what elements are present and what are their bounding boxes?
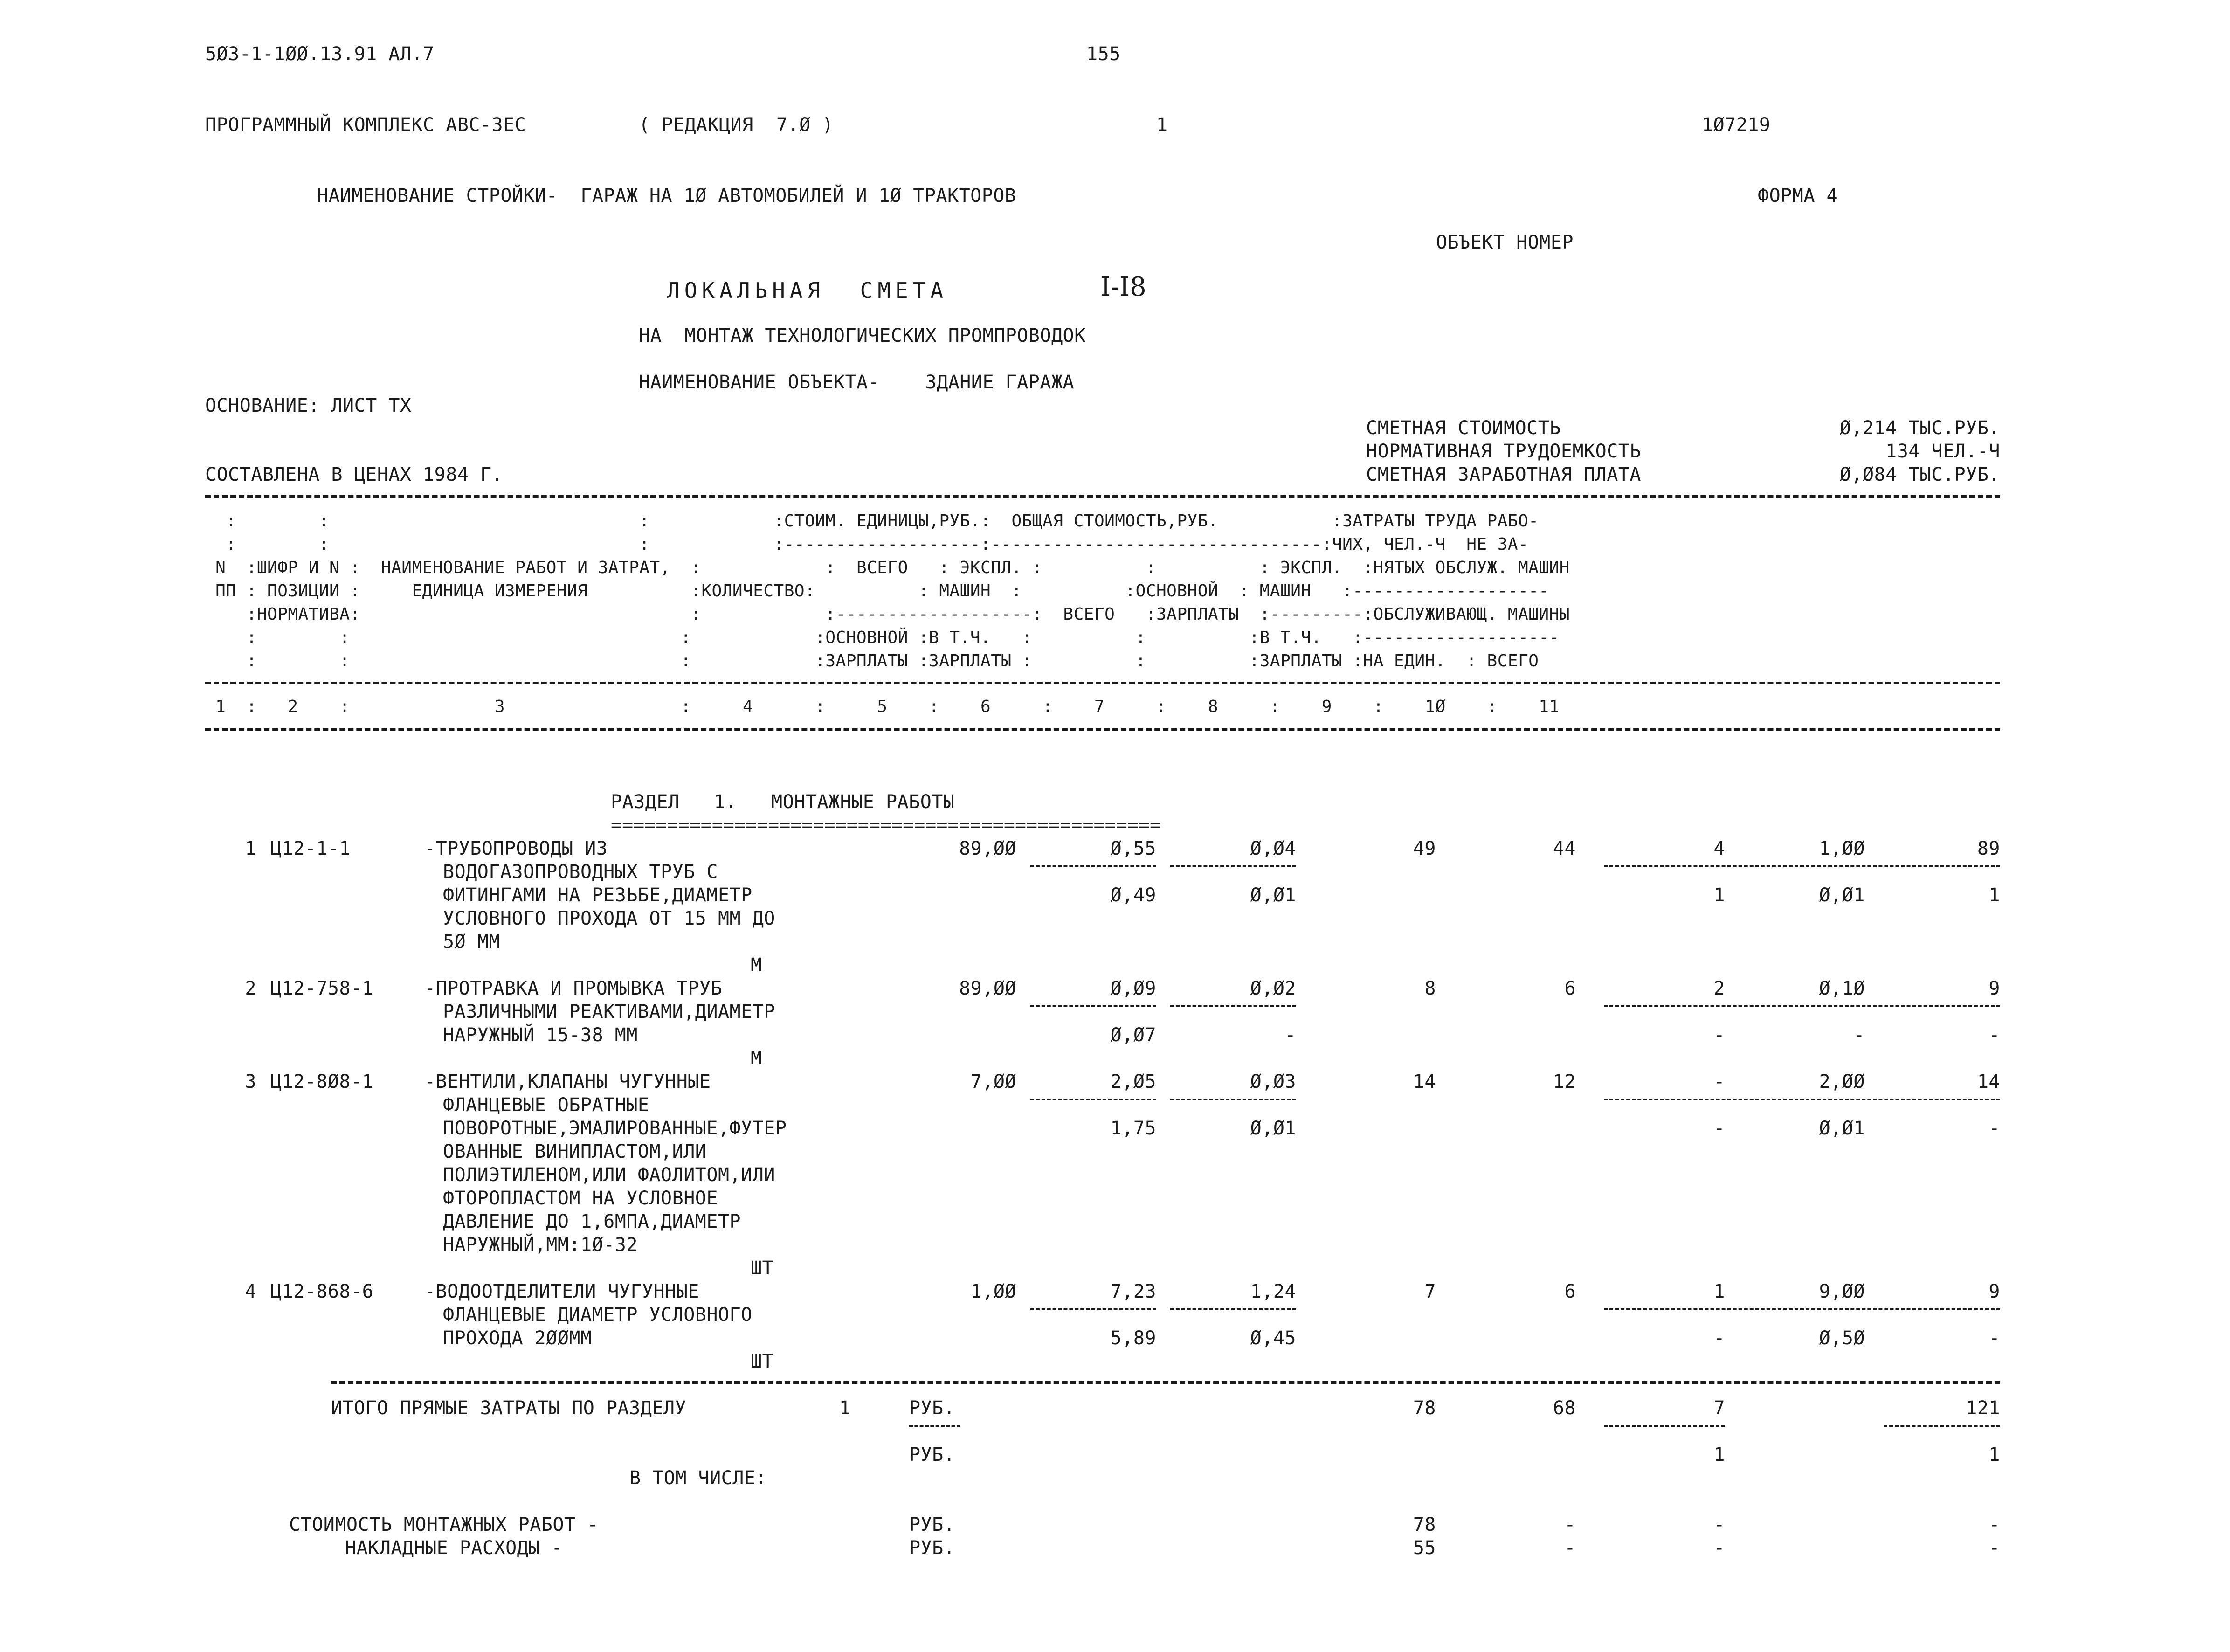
software-name: ПРОГРАММНЫЙ КОМПЛЕКС АВС-3ЕС (205, 114, 526, 136)
summary-value-labor: 134 ЧЕЛ.-Ч (1885, 441, 2000, 462)
totals-unit-rule (909, 1425, 960, 1427)
column-numbers: 1 : 2 : 3 : 4 : 5 : 6 : 7 : 8 : 9 : 1Ø : 11 (205, 697, 1560, 716)
row-desc-line: УСЛОВНОГО ПРОХОДА ОТ 15 ММ ДО (443, 908, 775, 929)
breakdown-unit: РУБ. (909, 1537, 955, 1559)
row-unit: ШТ (751, 1351, 774, 1372)
row-labor-unit: 1,ØØ (1819, 838, 1865, 859)
row-total-wage: 6 (1564, 1281, 1576, 1302)
totals-machine: 7 (1713, 1397, 1725, 1419)
row-qty: 1,ØØ (970, 1281, 1016, 1302)
row-machine-wage: 1 (1713, 885, 1725, 906)
header-line-1: : : : :СТОИМ. ЕДИНИЦЫ,РУБ.: ОБЩАЯ СТОИМОСТЬ,РУБ. :ЗАТРАТЫ ТРУДА РАБО- (205, 511, 1539, 531)
row-labor-unit: Ø,1Ø (1819, 978, 1865, 999)
row-desc-line: ФЛАНЦЕВЫЕ ДИАМЕТР УСЛОВНОГО (443, 1304, 753, 1326)
row-unit-machine: Ø,Ø3 (1250, 1071, 1296, 1092)
row-labor-total: 14 (1977, 1071, 2000, 1092)
breakdown-wage: - (1564, 1514, 1576, 1535)
construction-name: НАИМЕНОВАНИЕ СТРОЙКИ- ГАРАЖ НА 1Ø АВТОМОБИЛЕЙ И 1Ø ТРАКТОРОВ (317, 185, 1016, 207)
breakdown-total: 55 (1413, 1537, 1436, 1559)
row-unit-machine: 1,24 (1250, 1281, 1296, 1302)
row-desc-line: ПОЛИЭТИЛЕНОМ,ИЛИ ФАОЛИТОМ,ИЛИ (443, 1164, 775, 1186)
row-desc-line: ФЛАНЦЕВЫЕ ОБРАТНЫЕ (443, 1094, 649, 1116)
row-code: Ц12-758-1 (270, 978, 374, 999)
row-desc-line: ВОДОГАЗОПРОВОДНЫХ ТРУБ С (443, 861, 718, 883)
row-total-wage: 12 (1553, 1071, 1576, 1092)
row-labor-total-2: - (1988, 1118, 2000, 1139)
row-unit-cost: Ø,55 (1110, 838, 1156, 859)
totals-sub-rule (1884, 1425, 2000, 1427)
row-total-wage: 6 (1564, 978, 1576, 999)
row-desc-line: -ВОДООТДЕЛИТЕЛИ ЧУГУННЫЕ (424, 1281, 699, 1302)
row-unit-machine-wage: Ø,45 (1250, 1327, 1296, 1349)
row-unit: ШТ (751, 1258, 774, 1279)
summary-label-wage: СМЕТНАЯ ЗАРАБОТНАЯ ПЛАТА (1366, 464, 1641, 485)
basis-label: ОСНОВАНИЕ: ЛИСТ ТХ (205, 395, 412, 416)
row-total: 49 (1413, 838, 1436, 859)
form-number: ФОРМА 4 (1758, 185, 1838, 207)
breakdown-unit: РУБ. (909, 1514, 955, 1535)
row-unit-wage: Ø,Ø7 (1110, 1024, 1156, 1046)
header-line-3: N :ШИФР И N : НАИМЕНОВАНИЕ РАБОТ И ЗАТРАТ, : : ВСЕГО : ЭКСПЛ. : : : ЭКСПЛ. :НЯТЫХ ОБСЛУЖ. МАШИН (205, 558, 1570, 577)
estimate-number: I-I8 (1100, 272, 1146, 302)
row-desc-line: РАЗЛИЧНЫМИ РЕАКТИВАМИ,ДИАМЕТР (443, 1001, 775, 1023)
header-line-5: :НОРМАТИВА: : :-------------------: ВСЕГО :ЗАРПЛАТЫ :---------:ОБСЛУЖИВАЮЩ. МАШИНЫ (205, 605, 1570, 624)
doc-code: 5Ø3-1-1ØØ.13.91 АЛ.7 (205, 43, 435, 65)
row-unit-machine: Ø,Ø2 (1250, 978, 1296, 999)
row-labor-unit: 9,ØØ (1819, 1281, 1865, 1302)
summary-label-cost: СМЕТНАЯ СТОИМОСТЬ (1366, 417, 1561, 439)
breakdown-machine: - (1713, 1537, 1725, 1559)
totals-section-no: 1 (839, 1397, 851, 1419)
row-sub-rule (1030, 865, 1156, 867)
row-unit-machine-wage: Ø,Ø1 (1250, 1118, 1296, 1139)
row-sub-rule (1170, 865, 1296, 867)
including-label: В ТОМ ЧИСЛЕ: (629, 1467, 767, 1489)
page-number: 155 (1086, 43, 1121, 65)
breakdown-label: НАКЛАДНЫЕ РАСХОДЫ - (345, 1537, 563, 1559)
row-desc-line: ПОВОРОТНЫЕ,ЭМАЛИРОВАННЫЕ,ФУТЕР (443, 1118, 787, 1139)
summary-value-wage: Ø,Ø84 ТЫС.РУБ. (1839, 464, 2000, 485)
row-labor-unit-2: - (1853, 1024, 1865, 1046)
software-edition: ( РЕДАКЦИЯ 7.Ø ) (639, 114, 834, 136)
header-line-4: ПП : ПОЗИЦИИ : ЕДИНИЦА ИЗМЕРЕНИЯ :КОЛИЧЕСТВО: : МАШИН : :ОСНОВНОЙ : МАШИН :------------------- (205, 581, 1549, 601)
header-rule (205, 682, 2000, 684)
row-unit-wage: Ø,49 (1110, 885, 1156, 906)
row-unit: М (751, 954, 762, 976)
totals-rule (331, 1381, 2000, 1384)
row-qty: 89,ØØ (959, 838, 1016, 859)
row-labor-total-2: - (1988, 1024, 2000, 1046)
row-desc-line: НАРУЖНЫЙ,ММ:1Ø-32 (443, 1234, 638, 1256)
object-number-label: ОБЪЕКТ НОМЕР (1436, 232, 1574, 253)
row-unit-machine: Ø,Ø4 (1250, 838, 1296, 859)
totals-sub-rule (1604, 1425, 1725, 1427)
row-num: 3 (245, 1071, 256, 1092)
row-unit-cost: Ø,Ø9 (1110, 978, 1156, 999)
estimate-title: ЛОКАЛЬНАЯ СМЕТА (667, 278, 948, 303)
row-total: 8 (1424, 978, 1436, 999)
row-labor-total: 89 (1977, 838, 2000, 859)
header-line-6: : : : :ОСНОВНОЙ :В Т.Ч. : : :В Т.Ч. :------------------- (205, 628, 1560, 647)
row-desc-line: 5Ø ММ (443, 931, 500, 953)
row-unit: М (751, 1048, 762, 1069)
row-total-machine: 4 (1713, 838, 1725, 859)
row-machine-wage: - (1713, 1024, 1725, 1046)
row-sub-rule (1604, 1308, 2000, 1310)
row-desc-line: ОВАННЫЕ ВИНИПЛАСТОМ,ИЛИ (443, 1141, 707, 1162)
totals-unit: РУБ. (909, 1397, 955, 1419)
row-unit-wage: 1,75 (1110, 1118, 1156, 1139)
row-num: 2 (245, 978, 256, 999)
row-desc-line: ДАВЛЕНИЕ ДО 1,6МПА,ДИАМЕТР (443, 1211, 741, 1232)
totals-unit-2: РУБ. (909, 1444, 955, 1465)
column-numbers-rule (205, 728, 2000, 731)
row-unit-cost: 7,23 (1110, 1281, 1156, 1302)
section-underline: ================================================= (611, 815, 1161, 836)
breakdown-total: 78 (1413, 1514, 1436, 1535)
row-code: Ц12-8Ø8-1 (270, 1071, 374, 1092)
row-total-machine: 2 (1713, 978, 1725, 999)
row-code: Ц12-868-6 (270, 1281, 374, 1302)
row-num: 1 (245, 838, 256, 859)
totals-label: ИТОГО ПРЯМЫЕ ЗАТРАТЫ ПО РАЗДЕЛУ (331, 1397, 687, 1419)
row-sub-rule (1030, 1099, 1156, 1100)
row-total: 14 (1413, 1071, 1436, 1092)
row-labor-unit-2: Ø,5Ø (1819, 1327, 1865, 1349)
row-sub-rule (1604, 1005, 2000, 1007)
row-sub-rule (1030, 1005, 1156, 1007)
row-total-wage: 44 (1553, 838, 1576, 859)
sheet-number: 1 (1156, 114, 1168, 136)
row-labor-total: 9 (1988, 1281, 2000, 1302)
table-top-rule (205, 495, 2000, 498)
row-code: Ц12-1-1 (270, 838, 351, 859)
header-line-7: : : : :ЗАРПЛАТЫ :ЗАРПЛАТЫ : : :ЗАРПЛАТЫ :НА ЕДИН. : ВСЕГО (205, 651, 1539, 670)
row-unit-wage: 5,89 (1110, 1327, 1156, 1349)
row-machine-wage: - (1713, 1327, 1725, 1349)
row-unit-machine-wage: Ø,Ø1 (1250, 885, 1296, 906)
row-labor-total-2: 1 (1988, 885, 2000, 906)
summary-value-cost: Ø,214 ТЫС.РУБ. (1839, 417, 2000, 439)
row-qty: 7,ØØ (970, 1071, 1016, 1092)
totals-wage: 68 (1553, 1397, 1576, 1419)
row-sub-rule (1170, 1308, 1296, 1310)
row-labor-total: 9 (1988, 978, 2000, 999)
row-desc-line: ПРОХОДА 2ØØММ (443, 1327, 592, 1349)
row-total-machine: 1 (1713, 1281, 1725, 1302)
summary-label-labor: НОРМАТИВНАЯ ТРУДОЕМКОСТЬ (1366, 441, 1641, 462)
row-desc-line: НАРУЖНЫЙ 15-38 ММ (443, 1024, 638, 1046)
breakdown-machine: - (1713, 1514, 1725, 1535)
row-unit-cost: 2,Ø5 (1110, 1071, 1156, 1092)
row-sub-rule (1604, 1099, 2000, 1100)
document-id: 1Ø7219 (1702, 114, 1771, 136)
row-labor-total-2: - (1988, 1327, 2000, 1349)
totals-labor: 121 (1966, 1397, 2000, 1419)
row-desc-line: ФТОРОПЛАСТОМ НА УСЛОВНОЕ (443, 1188, 718, 1209)
row-sub-rule (1170, 1005, 1296, 1007)
row-unit-machine-wage: - (1284, 1024, 1296, 1046)
row-qty: 89,ØØ (959, 978, 1016, 999)
row-desc-line: -ПРОТРАВКА И ПРОМЫВКА ТРУБ (424, 978, 723, 999)
row-total-machine: - (1713, 1071, 1725, 1092)
object-name: НАИМЕНОВАНИЕ ОБЪЕКТА- ЗДАНИЕ ГАРАЖА (639, 372, 1075, 393)
row-labor-unit-2: Ø,Ø1 (1819, 1118, 1865, 1139)
row-total: 7 (1424, 1281, 1436, 1302)
prices-basis: СОСТАВЛЕНА В ЦЕНАХ 1984 Г. (205, 464, 504, 485)
row-desc-line: -ТРУБОПРОВОДЫ ИЗ (424, 838, 608, 859)
row-labor-unit: 2,ØØ (1819, 1071, 1865, 1092)
section-title: РАЗДЕЛ 1. МОНТАЖНЫЕ РАБОТЫ (611, 791, 955, 813)
row-sub-rule (1170, 1099, 1296, 1100)
row-sub-rule (1030, 1308, 1156, 1310)
estimate-subtitle: НА МОНТАЖ ТЕХНОЛОГИЧЕСКИХ ПРОМПРОВОДОК (639, 325, 1086, 346)
breakdown-labor: - (1988, 1537, 2000, 1559)
row-labor-unit-2: Ø,Ø1 (1819, 885, 1865, 906)
breakdown-label: СТОИМОСТЬ МОНТАЖНЫХ РАБОТ - (289, 1514, 599, 1535)
totals-labor-2: 1 (1988, 1444, 2000, 1465)
row-desc-line: ФИТИНГАМИ НА РЕЗЬБЕ,ДИАМЕТР (443, 885, 753, 906)
breakdown-wage: - (1564, 1537, 1576, 1559)
totals-machine-wage: 1 (1713, 1444, 1725, 1465)
header-line-2: : : : :-------------------:--------------------------------:ЧИХ, ЧЕЛ.-Ч НЕ ЗА- (205, 535, 1529, 554)
breakdown-labor: - (1988, 1514, 2000, 1535)
row-desc-line: -ВЕНТИЛИ,КЛАПАНЫ ЧУГУННЫЕ (424, 1071, 711, 1092)
row-num: 4 (245, 1281, 256, 1302)
row-sub-rule (1604, 865, 2000, 867)
totals-total: 78 (1413, 1397, 1436, 1419)
row-machine-wage: - (1713, 1118, 1725, 1139)
